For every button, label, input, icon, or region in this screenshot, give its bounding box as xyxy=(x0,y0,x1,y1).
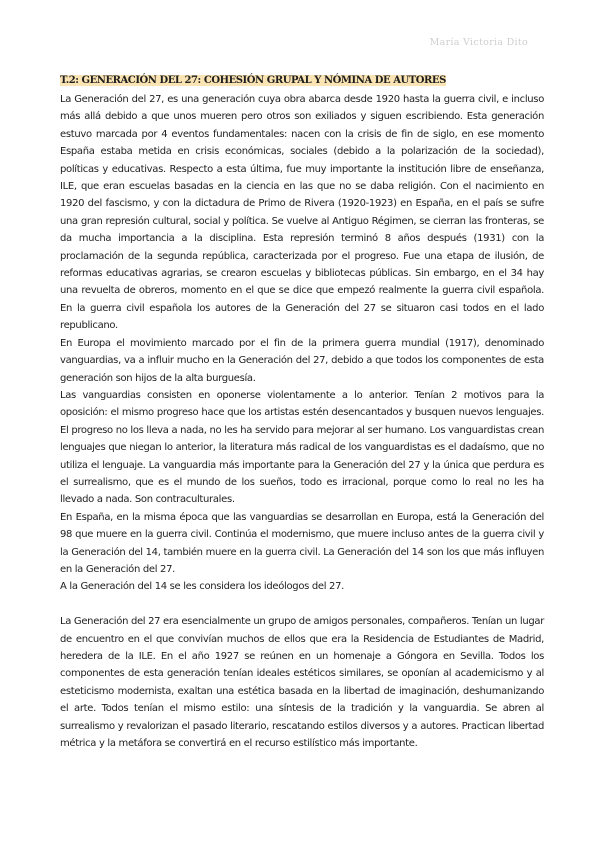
paragraph-cohesion: La Generación del 27 era esencialmente un grupo de amigos personales, compañeros. Tenían un lugar de encuentro en el que convivían muchos de ellos que era la Residencia de Estudiantes de Madrid, heredera de la ILE. En el año 1927 se reúnen en un homenaje a Góngora en Sevilla. Todos los componentes de esta generación tenían ideales estéticos similares, se oponían al academicismo y al esteticismo modernista, exaltan una estética basada en la libertad de imaginación, deshumanizando el arte. Todos tenían el mismo estilo: una síntesis de la tradición y la vanguardia. Se abren al surrealismo y revalorizan el pasado literario, rescatando estilos diversos y a autores. Practican libertad métrica y la metáfora se convertirá en el recurso estilístico más importante. xyxy=(60,616,544,750)
paragraph-vanguards-europe: En Europa el movimiento marcado por el fin de la primera guerra mundial (1917), denominado vanguardias, va a influir mucho en la Generación del 27, debido a que todos los componentes de esta generación son hijos de la alta burguesía. xyxy=(60,337,544,384)
paragraph-generation-14: A la Generación del 14 se les considera los ideólogos del 27. xyxy=(60,581,345,593)
author-name: María Victoria Dito xyxy=(429,37,528,48)
section-title xyxy=(60,73,544,88)
section-title-text: T.2: GENERACIÓN DEL 27: COHESIÓN GRUPAL Y NÓMINA DE AUTORES xyxy=(60,75,446,86)
paragraph-spain: En España, en la misma época que las vanguardias se desarrollan en Europa, está la Generación del 98 que muere en la guerra civil. Continúa el modernismo, que muere incluso antes de la guerra civil y la Generación del 14, también muere en la guerra civil. La Generación del 14 son los que más influyen en la Generación del 27. xyxy=(60,511,544,575)
document-body xyxy=(60,73,544,752)
paragraph-vanguards: Las vanguardias consisten en oponerse violentamente a lo anterior. Tenían 2 motivos para la oposición: el mismo progreso hace que los artistas estén desencantados y busquen nuevos lenguajes. El progreso no los lleva a nada, no les ha servido para mejorar al ser humano. Los vanguardistas crean lenguajes que niegan lo anterior, la literatura más radical de los vanguardistas es el dadaísmo, que no utiliza el lenguaje. La vanguardia más importante para la Generación del 27 y la única que perdura es el surrealismo, que es el mundo de los sueños, todo es irracional, porque como lo real no les ha llevado a nada. Son contraculturales. xyxy=(60,389,544,506)
paragraph-context: La Generación del 27, es una generación cuya obra abarca desde 1920 hasta la guerra civil, e incluso más allá debido a que unos mueren pero otros son exiliados y siguen escribiendo. Esta generación estuvo marcada por 4 eventos fundamentales: nacen con la crisis de fin de siglo, en ese momento España estaba metida en crisis económicas, sociales (debido a la polarización de la sociedad), políticas y educativas. Respecto a esta última, fue muy importante la institución libre de enseñanza, ILE, que eran escuelas basadas en la ciencia en las que no se daba religión. Con el nacimiento en 1920 del fascismo, y con la dictadura de Primo de Rivera (1920-1923) en España, en el país se sufre una gran represión cultural, social y política. Se vuelve al Antiguo Régimen, se cierran las fronteras, se da mucha importancia a la disciplina. Esta represión terminó 8 años después (1931) con la proclamación de la segunda república, caracterizada por el progreso. Fue una etapa de ilusión, de reformas educativas agrarias, se crearon escuelas y bibliotecas públicas. Sin embargo, en el 34 hay una revuelta de obreros, momento en el que se dice que empezó realmente la guerra civil española. En la guerra civil española los autores de la Generación del 27 se situaron casi todos en el lado republicano. xyxy=(60,94,544,332)
